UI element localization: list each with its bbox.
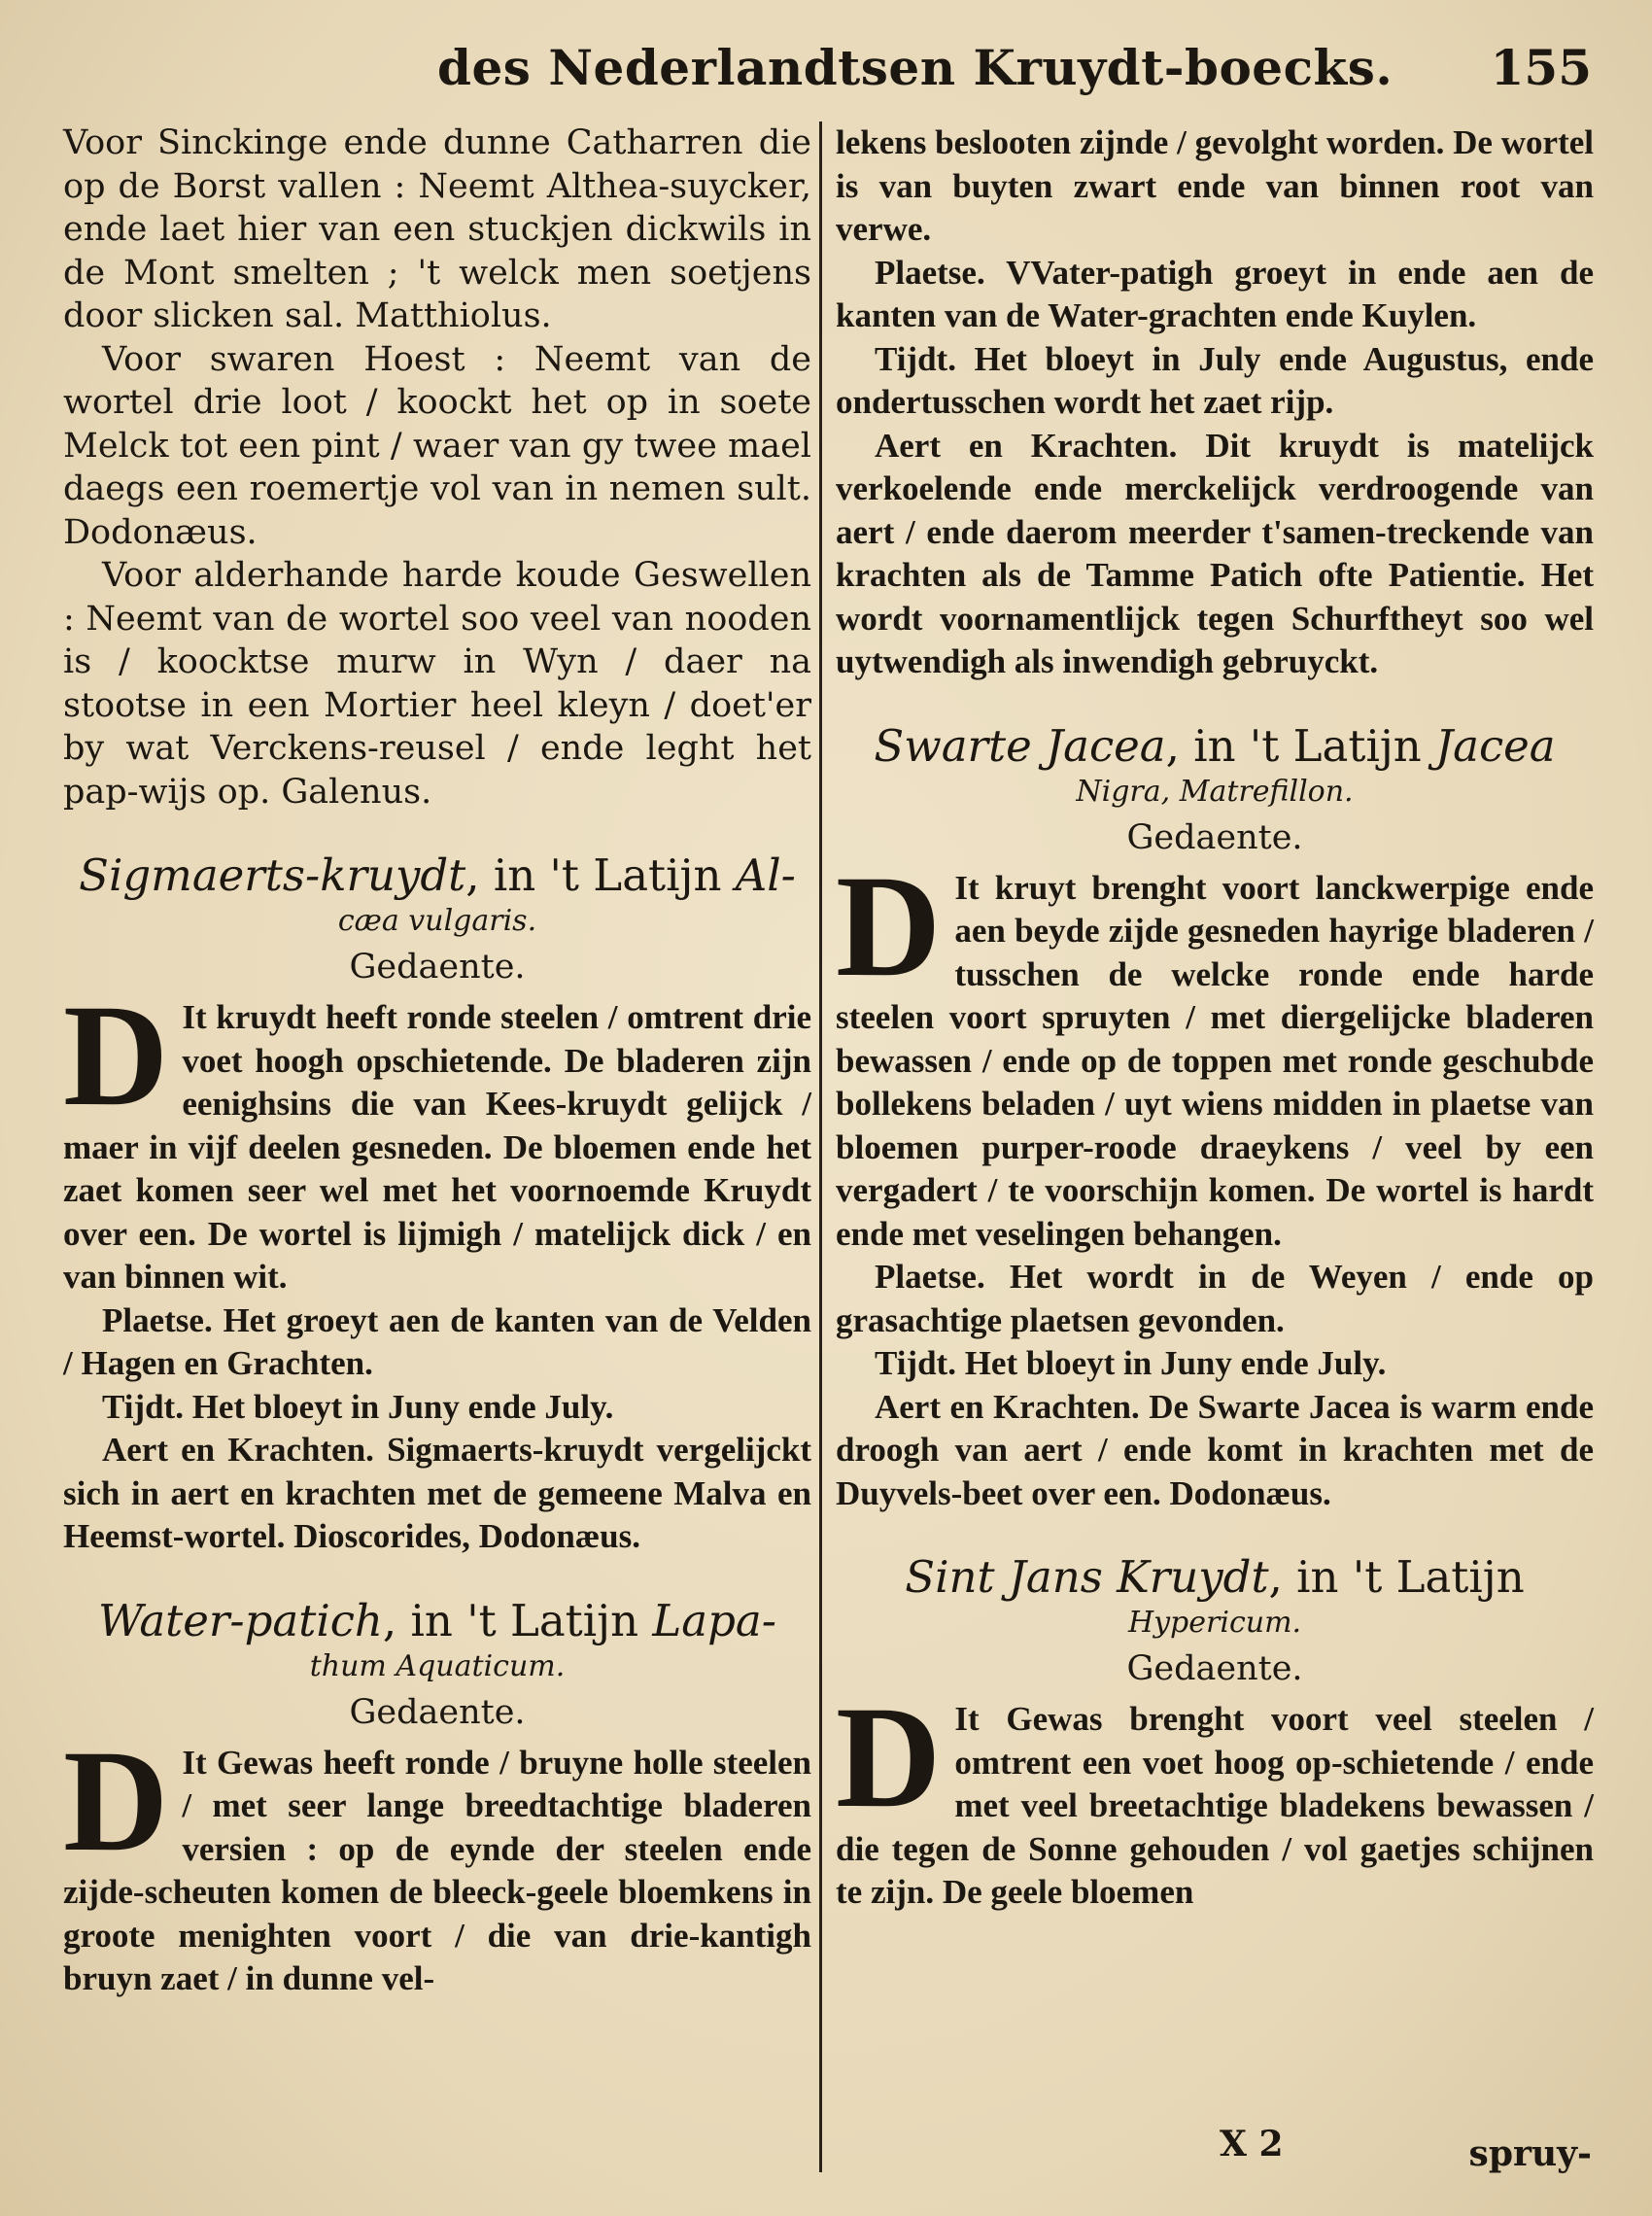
plant-name: Swarte Jacea <box>874 719 1166 772</box>
heading-connector: , in 't Latijn <box>465 849 736 901</box>
page-header <box>0 39 1652 107</box>
description-text: It kruyt brenght voort lanckwerpige ende aen beyde zijde gesneden hayrige bladeren / tusschen de welcke ronde ende harde steelen voort spruyten / met diergelijcke bladeren bewassen / ende op de toppen met ronde geschubde bollekens beladen / uyt wiens midden in plaetse van bloemen purper-roode draeykens / veel by een vergadert / te voorschijn komen. De wortel is hardt ende met veselingen behangen. <box>836 868 1594 1253</box>
remedy-paragraph: Voor alderhande harde koude Geswellen : Neemt van de wortel soo veel van nooden is / koocktse murw in Wyn / daer na stootse in een Mortier heel kleyn / doet'er by wat Verckens-reusel / ende leght het pap-wijs op. Galenus. <box>63 556 811 812</box>
left-column <box>63 121 811 2001</box>
right-column <box>836 121 1594 1915</box>
plant-name: Water-patich <box>98 1594 383 1646</box>
catchword: spruy- <box>1468 2133 1592 2174</box>
heading-connector: , in 't Latijn <box>1165 719 1436 772</box>
latin-name: Jacea <box>1435 719 1556 772</box>
latin-name-continued: Hypericum. <box>1127 1606 1302 1640</box>
section-heading <box>63 1596 811 1646</box>
plaetse-paragraph: Plaetse. VVater-patigh groeyt in ende aen de kanten van de Water-grachten ende Kuylen. <box>836 253 1594 334</box>
section-heading <box>63 850 811 901</box>
continued-paragraph: lekens beslooten zijnde / gevolght worden. De wortel is van buyten zwart ende van binnen root van verwe. <box>836 123 1594 248</box>
heading-connector: , in 't Latijn <box>1268 1551 1525 1603</box>
latin-name-continued: thum Aquaticum. <box>309 1648 566 1683</box>
aert-paragraph: Aert en Krachten. Dit kruydt is matelijck verkoelende ende merckelijck verdroogende van aert / ende daerom meerder t'samen-treckende van krachten als de Tamme Patich ofte Patientie. Het wordt voornamentlijck tegen Schurftheyt soo wel uytwendigh als inwendigh gebruyckt. <box>836 426 1594 680</box>
drop-cap: D <box>836 1677 942 1838</box>
gedaente-label: Gedaente. <box>349 948 526 987</box>
latin-name-continued: Nigra, Matrefillon. <box>1076 774 1354 809</box>
remedy-paragraph: Voor Sinckinge ende dunne Catharren die op de Borst vallen : Neemt Althea-suycker, ende laet hier van een stuckjen dickwils in de Mont smelten ; 't welck men soetjens door slicken sal. Matthiolus. <box>63 123 811 335</box>
plaetse-paragraph: Plaetse. Het groeyt aen de kanten van de Velden / Hagen en Grachten. <box>63 1300 811 1382</box>
tijdt-paragraph: Tijdt. Het bloeyt in Juny ende July. <box>875 1344 1387 1382</box>
drop-cap: D <box>836 845 942 1007</box>
section-heading <box>836 721 1594 772</box>
page-number: 155 <box>1490 39 1592 96</box>
plant-name: Sigmaerts-kruydt <box>79 849 466 901</box>
drop-cap: D <box>63 975 169 1136</box>
plant-name: Sint Jans Kruydt <box>905 1551 1269 1603</box>
description-paragraph <box>836 1677 1594 1915</box>
latin-name: Lapa- <box>652 1594 776 1646</box>
description-paragraph <box>836 845 1594 1257</box>
column-divider <box>819 121 822 2172</box>
gedaente-label: Gedaente. <box>1126 1649 1303 1688</box>
drop-cap: D <box>63 1719 169 1882</box>
description-text: It Gewas heeft ronde / bruyne holle steelen / met seer lange breedtachtige bladeren versien : op de eynde der steelen ende zijde-scheuten komen de bleeck-geele bloemkens in groote menighten voort / die van drie-kantigh bruyn zaet / in dunne vel- <box>63 1743 811 1997</box>
gedaente-label: Gedaente. <box>1126 817 1303 857</box>
remedy-paragraph: Voor swaren Hoest : Neemt van de wortel drie loot / koockt het op in soete Melck tot een pint / waer van gy twee mael daegs een roemertje vol van in nemen sult. Dodonæus. <box>63 339 811 552</box>
aert-paragraph: Aert en Krachten. Sigmaerts-kruydt vergelijckt sich in aert en krachten met de gemeene Malva en Heemst-wortel. Dioscorides, Dodonæus. <box>63 1431 811 1555</box>
plaetse-paragraph: Plaetse. Het wordt in de Weyen / ende op grasachtige plaetsen gevonden. <box>836 1258 1594 1339</box>
heading-connector: , in 't Latijn <box>382 1594 653 1646</box>
signature-mark: X 2 <box>1220 2124 1284 2164</box>
description-text: It Gewas brenght voort veel steelen / omtrent een voet hoog op-schietende / ende met veel breetachtige bladekens bewassen / die tegen de Sonne gehouden / vol gaetjes schijnen te zijn. De geele bloemen <box>836 1700 1594 1911</box>
gedaente-label: Gedaente. <box>349 1692 526 1732</box>
tijdt-paragraph: Tijdt. Het bloeyt in July ende Augustus, ende ondertusschen wordt het zaet rijp. <box>836 339 1594 421</box>
description-paragraph <box>63 975 811 1299</box>
latin-name: Al- <box>735 849 796 901</box>
aert-paragraph: Aert en Krachten. De Swarte Jacea is warm ende droogh van aert / ende komt in krachten met de Duyvels-beet over een. Dodonæus. <box>836 1387 1594 1512</box>
description-text: It kruydt heeft ronde steelen / omtrent drie voet hoogh opschietende. De bladeren zijn eenighsins die van Kees-kruydt gelijck / maer in vijf deelen gesneden. De bloemen ende het zaet komen seer wel met het voornoemde Kruydt over een. De wortel is lijmigh / matelijck dick / en van binnen wit. <box>63 998 811 1296</box>
latin-name-continued: cæa vulgaris. <box>337 904 537 938</box>
description-paragraph <box>63 1719 811 2001</box>
tijdt-paragraph: Tijdt. Het bloeyt in Juny ende July. <box>102 1387 614 1426</box>
running-title: des Nederlandtsen Kruydt-boecks. <box>437 39 1394 96</box>
section-heading <box>836 1552 1594 1603</box>
